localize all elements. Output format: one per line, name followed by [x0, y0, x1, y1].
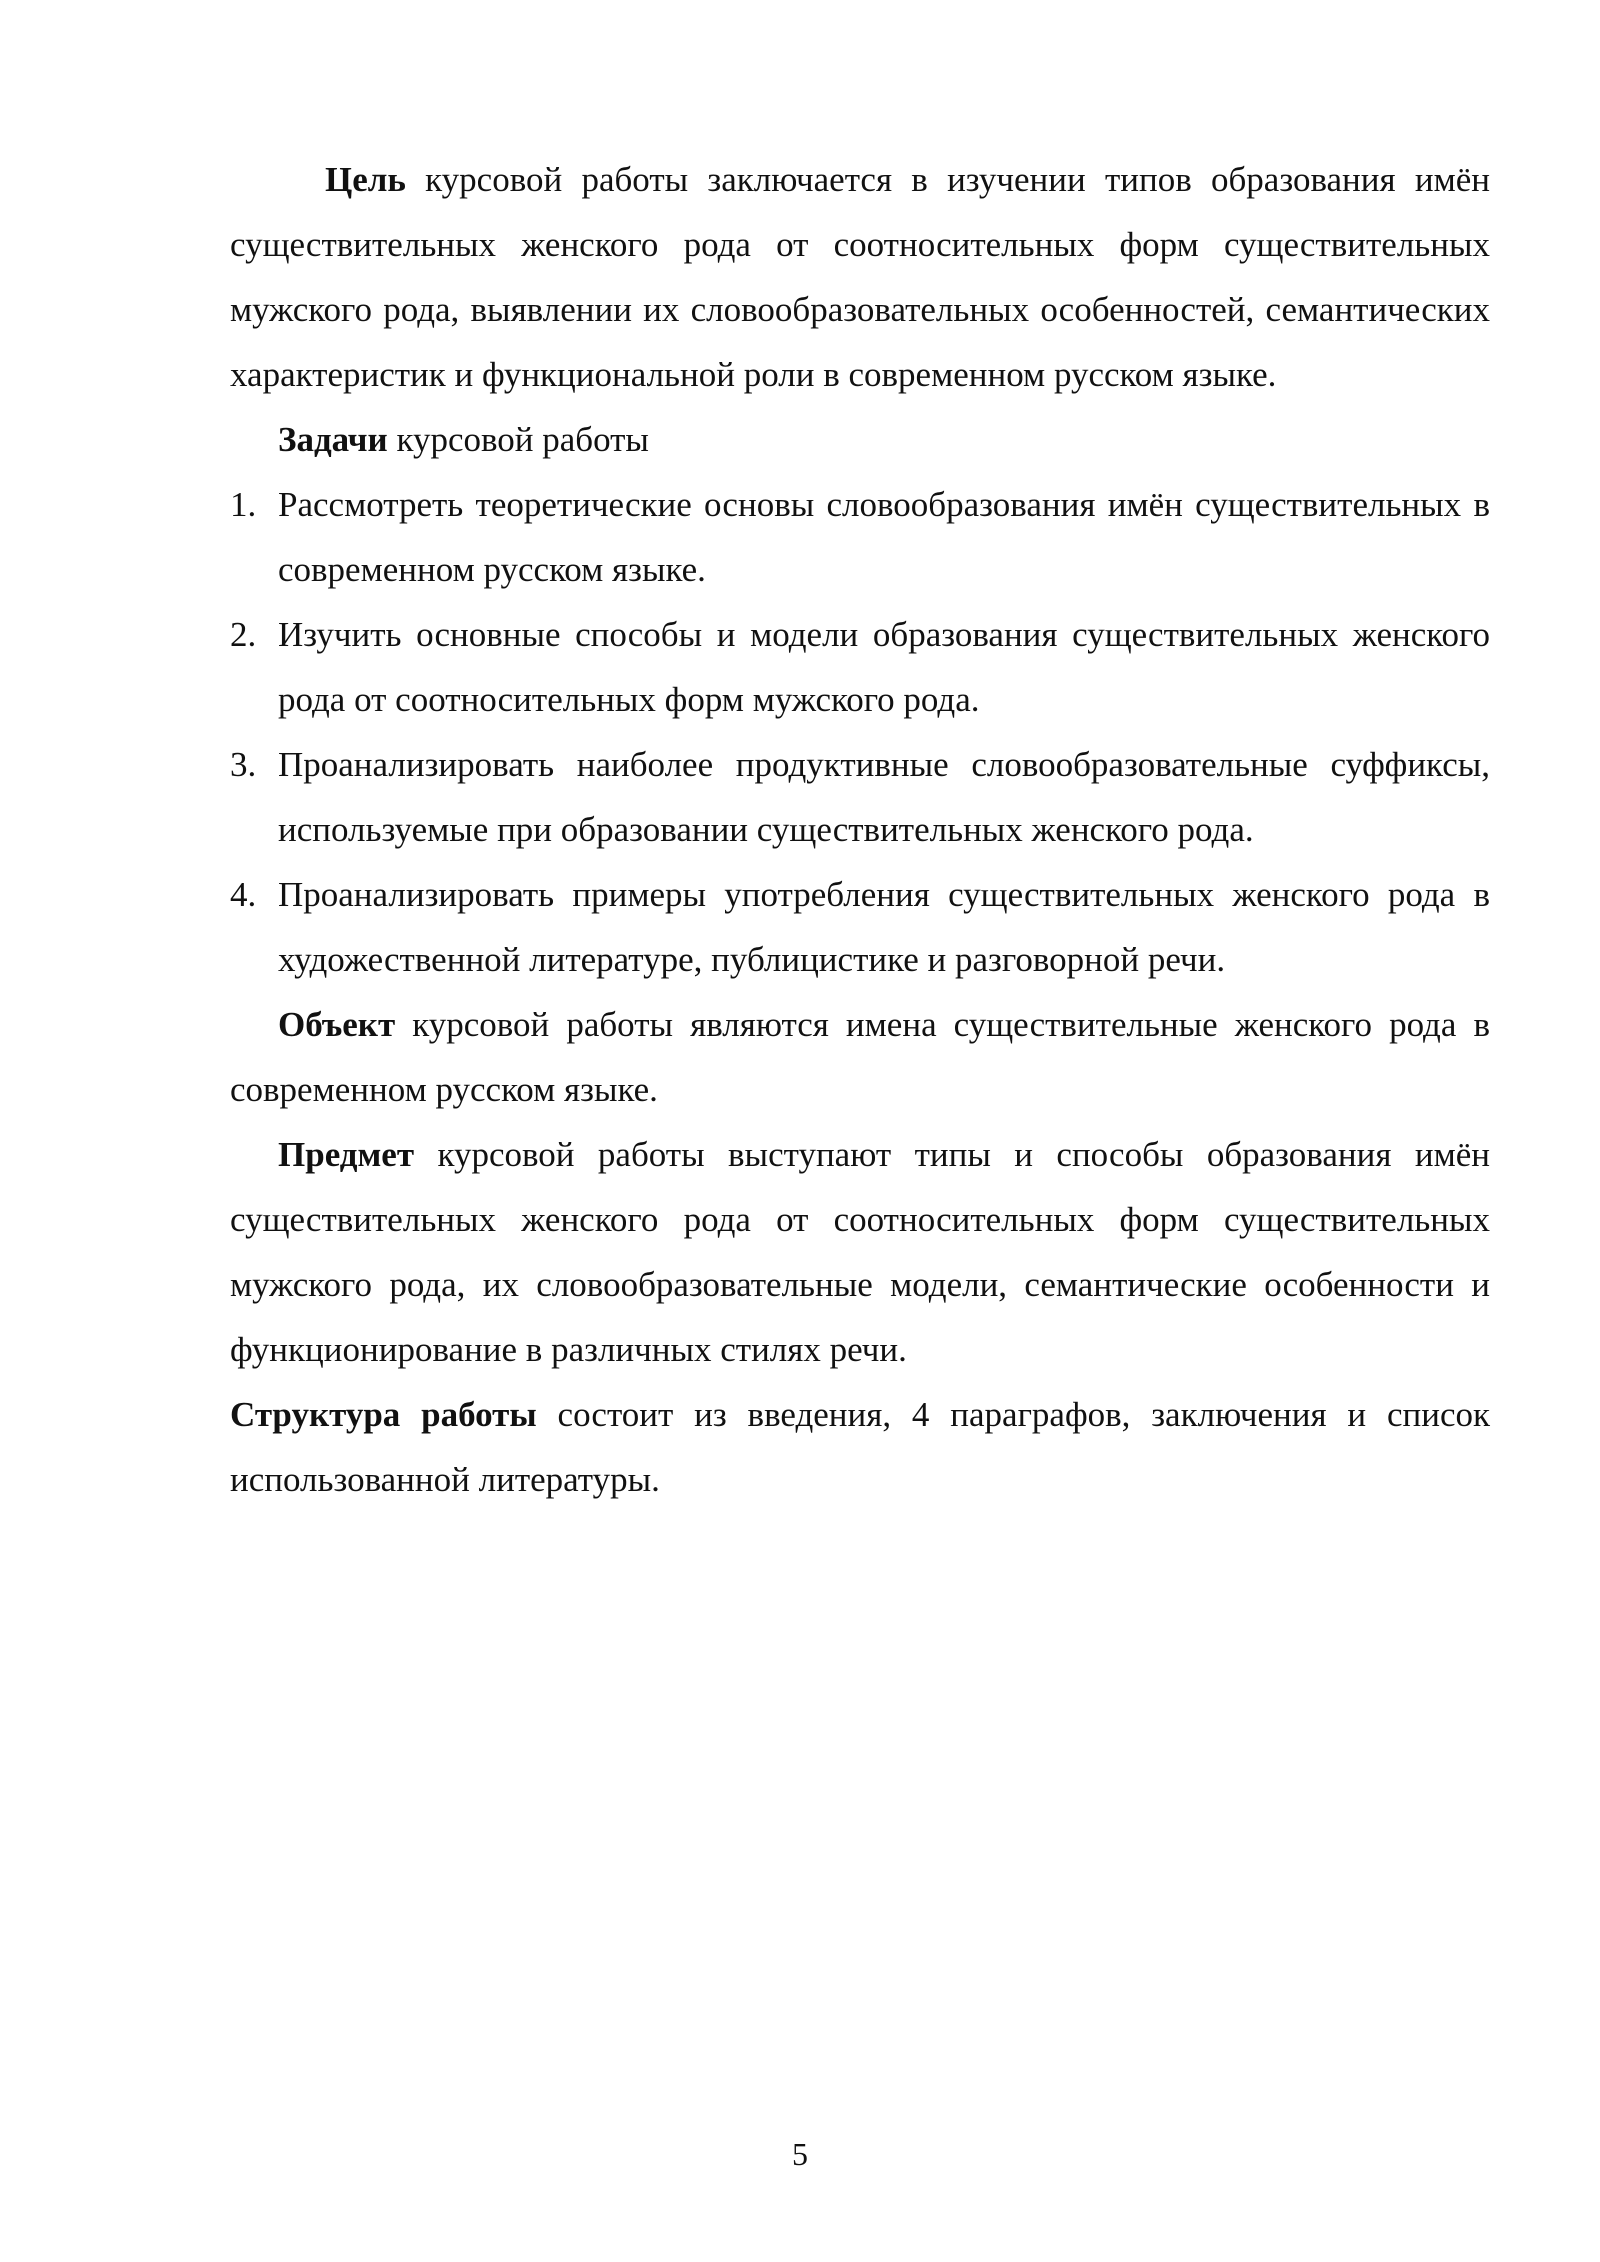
task-number: 1. — [230, 485, 257, 524]
object-text: курсовой работы являются имена существительные женского рода в современном русском языке. — [230, 1005, 1490, 1109]
subject-paragraph — [230, 1122, 1490, 1382]
object-paragraph — [230, 992, 1490, 1122]
goal-text: курсовой работы заключается в изучении типов образования имён существительных женского рода от соотносительных форм существительных мужского рода, выявлении их словообразовательных особенностей, семантических характеристик и функциональной роли в современном русском языке. — [230, 160, 1490, 394]
task-item-1 — [230, 472, 1490, 602]
goal-label: Цель — [325, 160, 406, 199]
goal-paragraph — [230, 147, 1490, 407]
task-item-4 — [230, 862, 1490, 992]
structure-label: Структура работы — [230, 1395, 537, 1434]
task-text: Рассмотреть теоретические основы словообразования имён существительных в современном русском языке. — [278, 485, 1490, 589]
page-number: 5 — [792, 2136, 808, 2172]
subject-text: курсовой работы выступают типы и способы образования имён существительных женского рода от соотносительных форм существительных мужского рода, их словообразовательные модели, семантические особенности и функционирование в различных стилях речи. — [230, 1135, 1490, 1369]
tasks-label: Задачи — [278, 420, 388, 459]
tasks-heading — [230, 407, 1490, 472]
object-label: Объект — [278, 1005, 396, 1044]
task-number: 3. — [230, 745, 257, 784]
task-item-3 — [230, 732, 1490, 862]
task-text: Изучить основные способы и модели образования существительных женского рода от соотносительных форм мужского рода. — [278, 615, 1490, 719]
task-number: 2. — [230, 615, 257, 654]
task-text: Проанализировать примеры употребления существительных женского рода в художественной литературе, публицистике и разговорной речи. — [278, 875, 1490, 979]
page-content — [230, 147, 1490, 1512]
structure-text: состоит из введения, 4 параграфов, заключения и список использованной литературы. — [230, 1395, 1490, 1499]
task-text: Проанализировать наиболее продуктивные словообразовательные суффиксы, используемые при образовании существительных женского рода. — [278, 745, 1490, 849]
tasks-list — [230, 472, 1490, 992]
subject-label: Предмет — [278, 1135, 415, 1174]
task-item-2 — [230, 602, 1490, 732]
task-number: 4. — [230, 875, 257, 914]
tasks-heading-text: курсовой работы — [387, 420, 649, 459]
structure-paragraph — [230, 1382, 1490, 1512]
